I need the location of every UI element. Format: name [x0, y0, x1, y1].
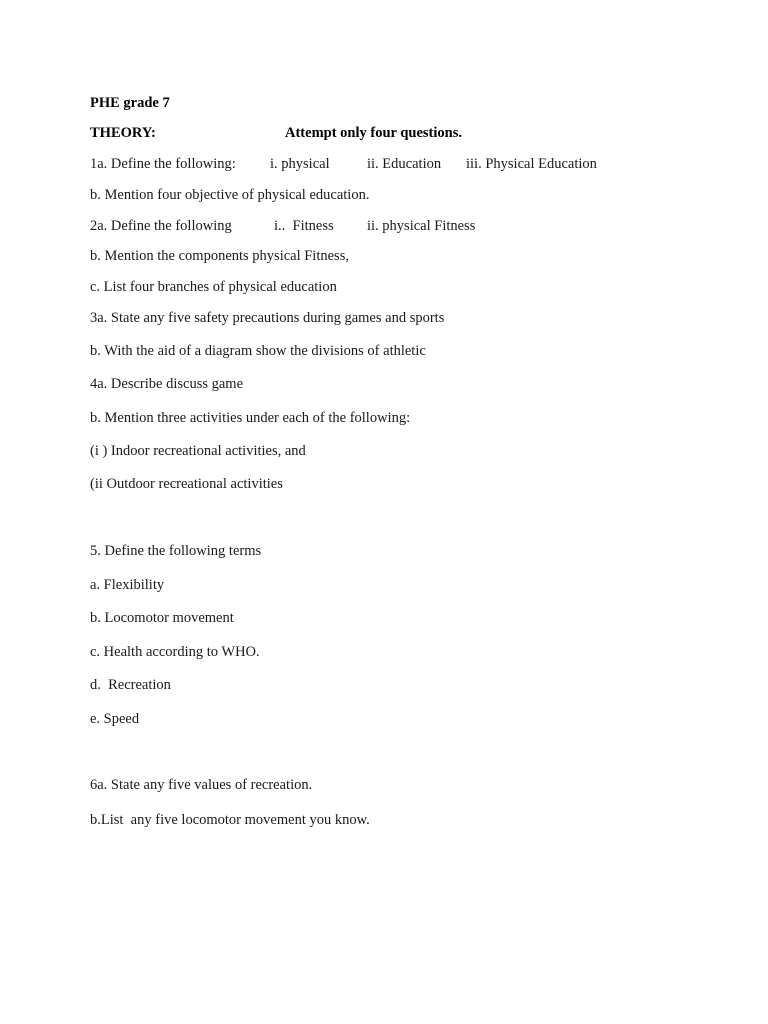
question-2a-item-ii: ii. physical Fitness [367, 218, 476, 234]
question-5d: d. Recreation [90, 677, 171, 693]
document-title: PHE grade 7 [90, 95, 170, 111]
question-3a: 3a. State any five safety precautions during games and sports [90, 310, 445, 326]
question-1a [90, 155, 690, 173]
question-1a-item-i: i. physical [270, 156, 330, 172]
question-1a-item-iii: iii. Physical Education [466, 156, 597, 172]
question-3b: b. With the aid of a diagram show the divisions of athletic [90, 343, 426, 359]
question-2a-item-i: i.. Fitness [274, 218, 334, 234]
question-4b-item-ii: (ii Outdoor recreational activities [90, 476, 283, 492]
question-5b: b. Locomotor movement [90, 610, 234, 626]
question-5-prompt: 5. Define the following terms [90, 543, 262, 559]
question-1b: b. Mention four objective of physical education. [90, 187, 370, 203]
question-4b-item-i: (i ) Indoor recreational activities, and [90, 443, 306, 459]
question-4a: 4a. Describe discuss game [90, 376, 244, 392]
question-2a-prompt: 2a. Define the following [90, 218, 232, 234]
question-2a [90, 217, 690, 235]
instruction-text: Attempt only four questions. [285, 125, 462, 141]
question-6a: 6a. State any five values of recreation. [90, 777, 313, 793]
question-5e: e. Speed [90, 711, 140, 727]
theory-header [90, 124, 690, 142]
question-1a-prompt: 1a. Define the following: [90, 156, 236, 172]
question-1a-item-ii: ii. Education [367, 156, 442, 172]
question-5a: a. Flexibility [90, 577, 165, 593]
question-2b: b. Mention the components physical Fitness, [90, 248, 349, 264]
question-5c: c. Health according to WHO. [90, 644, 260, 660]
question-6b: b.List any five locomotor movement you know. [90, 812, 370, 828]
theory-label: THEORY: [90, 125, 156, 141]
question-4b: b. Mention three activities under each of the following: [90, 410, 411, 426]
question-2c: c. List four branches of physical education [90, 279, 337, 295]
